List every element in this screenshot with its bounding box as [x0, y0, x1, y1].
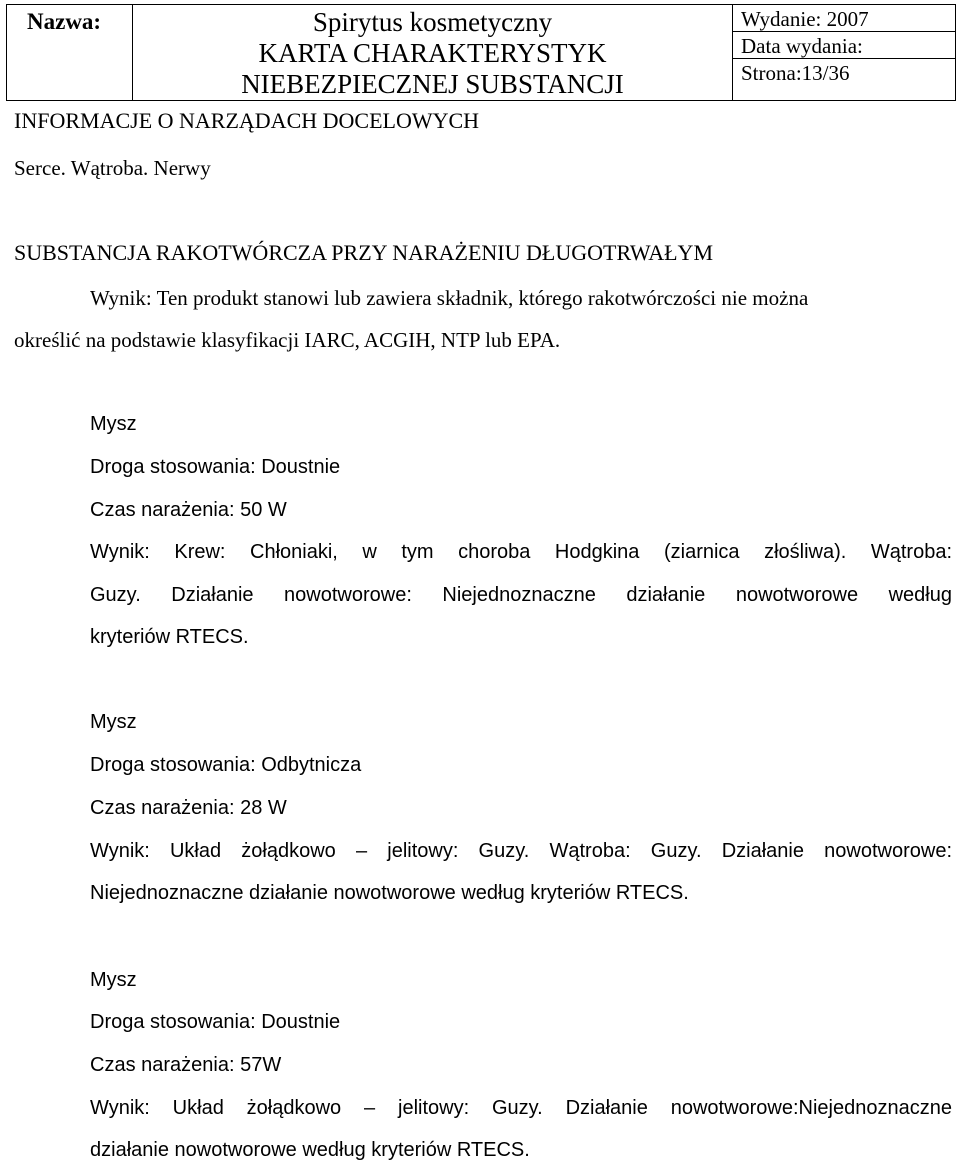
- study-3-species: Mysz: [90, 969, 137, 991]
- study-1-route: Droga stosowania: Doustnie: [90, 456, 341, 478]
- carcinogen-result-line2: określić na podstawie klasyfikacji IARC, ACGIH, NTP lub EPA.: [14, 328, 561, 352]
- study-1-result-line1: Wynik: Krew: Chłoniaki, w tym choroba Hodgkina (ziarnica złośliwa). Wątroba:: [90, 541, 952, 563]
- name-label-cell: [7, 5, 133, 100]
- study-3-result-line2: działanie nowotworowe według kryteriów RTECS.: [90, 1139, 530, 1161]
- title-cell: [133, 5, 733, 100]
- carcinogen-heading: SUBSTANCJA RAKOTWÓRCZA PRZY NARAŻENIU DŁUGOTRWAŁYM: [14, 240, 714, 265]
- carcinogen-result-line1: Wynik: Ten produkt stanowi lub zawiera składnik, którego rakotwórczości nie można: [90, 286, 809, 310]
- document-header: [6, 4, 956, 101]
- study-1-result-line2: Guzy. Działanie nowotworowe: Niejednoznaczne działanie nowotworowe według: [90, 584, 952, 606]
- doc-title-line1: KARTA CHARAKTERYSTYK: [258, 38, 607, 68]
- edition: Wydanie: 2007: [733, 7, 955, 32]
- study-2-species: Mysz: [90, 711, 137, 733]
- study-2-result-line2: Niejednoznaczne działanie nowotworowe według kryteriów RTECS.: [90, 882, 689, 904]
- target-organs-list: Serce. Wątroba. Nerwy: [14, 156, 211, 180]
- study-1-species: Mysz: [90, 413, 137, 435]
- study-1-exposure: Czas narażenia: 50 W: [90, 499, 287, 521]
- name-label: Nazwa:: [27, 9, 102, 34]
- meta-cell: [733, 5, 955, 100]
- doc-title-line2: NIEBEZPIECZNEJ SUBSTANCJI: [241, 69, 624, 99]
- study-3-route: Droga stosowania: Doustnie: [90, 1011, 341, 1033]
- study-2-result-line1: Wynik: Układ żołądkowo – jelitowy: Guzy. Wątroba: Guzy. Działanie nowotworowe:: [90, 840, 952, 862]
- study-1-result-line3: kryteriów RTECS.: [90, 626, 249, 648]
- study-3-exposure: Czas narażenia: 57W: [90, 1054, 282, 1076]
- product-name: Spirytus kosmetyczny: [312, 7, 553, 37]
- study-3-result-line1: Wynik: Układ żołądkowo – jelitowy: Guzy. Działanie nowotworowe:Niejednoznaczne: [90, 1097, 952, 1119]
- target-organs-heading: INFORMACJE O NARZĄDACH DOCELOWYCH: [14, 108, 480, 133]
- issue-date: Data wydania:: [733, 34, 955, 59]
- study-2-route: Droga stosowania: Odbytnicza: [90, 754, 362, 776]
- study-2-exposure: Czas narażenia: 28 W: [90, 797, 287, 819]
- page-number: Strona:13/36: [741, 61, 850, 85]
